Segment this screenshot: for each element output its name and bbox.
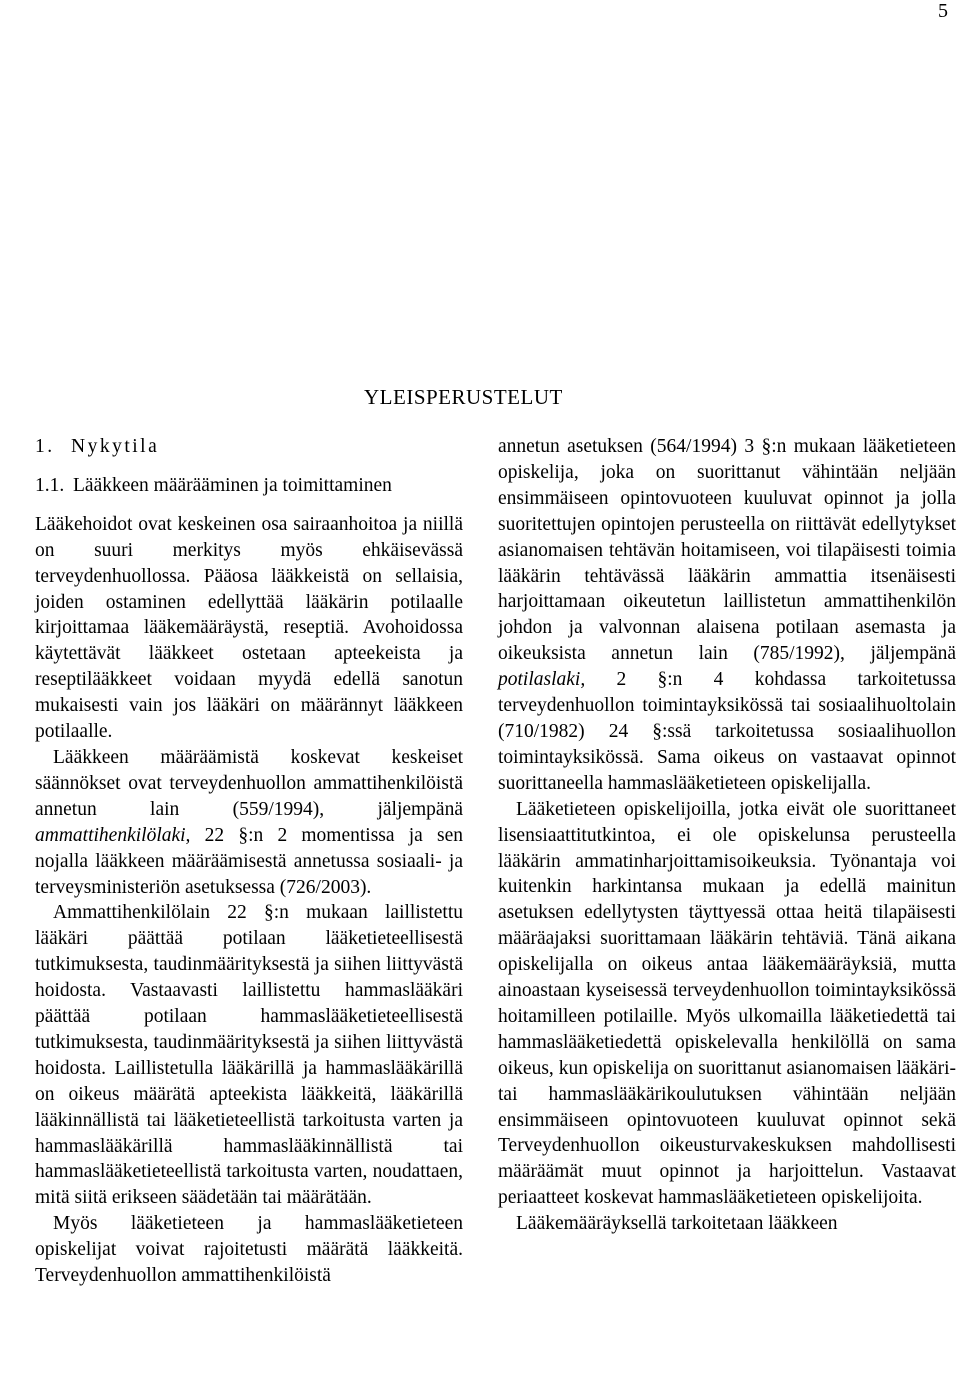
paragraph: Ammattihenkilölain 22 §:n mukaan laillistettu lääkäri päättää potilaan lääketieteellisestä tutkimuksesta, taudinmäärityksestä ja siihen liittyvästä hoidosta. Vastaavasti laillistettu hammaslääkäri päättää potilaan hammaslääketieteellisestä tutkimuksesta, taudinmäärityksestä ja siihen liittyvästä hoidosta. Laillistetulla lääkärillä ja hammaslääkärillä on oikeus määrätä apteekista lääkkeitä, lääkärillä lääkinnällistä tai lääketieteellistä tarkoitusta varten ja hammaslääkärillä hammaslääkinnällistä tai hammaslääketieteellistä tarkoitusta varten, noudattaen, mitä siitä erikseen säädetään tai määrätään. [35,902,463,1209]
paragraph-term: potilaslaki, [498,669,586,691]
heading-1 [35,434,463,460]
heading-2-title: Lääkkeen määrääminen ja toimittaminen [73,474,392,496]
paragraph-text: 2 §:n 4 kohdassa tarkoitetussa terveydenhuollon toimintayksikössä tai sosiaalihuoltolain (710/1982) 24 §:ssä tarkoitetussa sosiaalihuollon toimintayksikössä. Sama oikeus on vastaavat opinnot suorittaneella hammaslääketieteen opiskelijalla. [498,669,956,794]
paragraph: Lääkemääräyksellä tarkoitetaan lääkkeen [516,1213,838,1235]
heading-2-number: 1.1. [35,474,65,496]
paragraph: Myös lääketieteen ja hammaslääketieteen opiskelijat voivat rajoitetusti määrätä lääkkeitä. Terveydenhuollon ammattihenkilöistä [35,1213,463,1287]
paragraph [498,434,956,797]
heading-1-number: 1. [35,436,55,457]
heading-2 [35,473,463,499]
page-number: 5 [938,0,948,22]
paragraph-text: annetun asetuksen (564/1994) 3 §:n mukaan lääketieteen opiskelija, joka on suorittanut vähintään neljään ensimmäiseen opintovuoteen kuuluvat opinnot ja jolla suoritettujen opintojen perusteella on riittävät edellytykset asianomaisen tehtävän hoitamiseen, voi tilapäisesti toimia lääkärin tehtävässä lääkärin ammattia itsenäisesti harjoittamaan oikeutetun laillistetun ammattihenkilön johdon ja valvonnan alaisena potilaan asemasta ja oikeuksista annetun lain (785/1992), jäljempänä [498,436,956,665]
paragraph-term: ammattihenkilölaki, [35,824,191,846]
left-column [35,434,463,1289]
paragraph: Lääketieteen opiskelijoilla, jotka eivät ole suorittaneet lisensiaattitutkintoa, ei ole opiskelunsa perusteella lääkärin ammatinharjoittamisoikeuksia. Työnantaja voi kuitenkin harkintansa mukaan ja edellä mainitun asetuksen edellytysten täyttyessä ottaa heitä tilapäisesti määräajaksi suorittamaan lääkärin tehtäviä. Tänä aikana opiskelijalla on oikeus antaa lääkemääräyksiä, mutta ainoastaan kyseisessä terveydenhuollon toimintayksikössä hoitamilleen potilaille. Myös ulkomailla lääketiedettä tai hammaslääketiedettä opiskelevalla henkilöllä on sama oikeus, kun opiskelija on suorittanut asianomaisen lääkäri- tai hammaslääkärikoulutuksen vähintään neljään ensimmäiseen opintovuoteen kuuluvat opinnot sekä Terveydenhuollon oikeusturvakeskuksen mahdollisesti määräämät muut opinnot ja harjoittelun. Vastaavat periaatteet koskevat hammaslääketieteen opiskelijoita. [498,798,956,1209]
paragraph-text: Lääkkeen määräämistä koskevat keskeiset säännökset ovat terveydenhuollon ammattihenkilöistä annetun lain (559/1994), jäljempänä [35,746,463,820]
right-column [498,434,956,1237]
paragraph: Lääkehoidot ovat keskeinen osa sairaanhoitoa ja niillä on suuri merkitys myös ehkäisevässä terveydenhuollossa. Pääosa lääkkeistä on sellaisia, joiden ostaminen edellyttää lääkärin potilaalle kirjoittamaa lääkemääräystä, reseptiä. Avohoidossa käytettävät lääkkeet ostetaan apteekeista ja reseptilääkkeet voidaan myydä edellä sanotun mukaisesti vain jos lääkäri on määrännyt lääkkeen potilaalle. [35,513,463,743]
section-title: YLEISPERUSTELUT [364,385,563,409]
paragraph-text: 22 §:n 2 momentissa ja sen nojalla lääkkeen määräämisestä annetussa sosiaali- ja terveysministeriön asetuksessa (726/2003). [35,824,463,898]
paragraph [35,745,463,900]
heading-1-title: Nykytila [71,436,160,457]
